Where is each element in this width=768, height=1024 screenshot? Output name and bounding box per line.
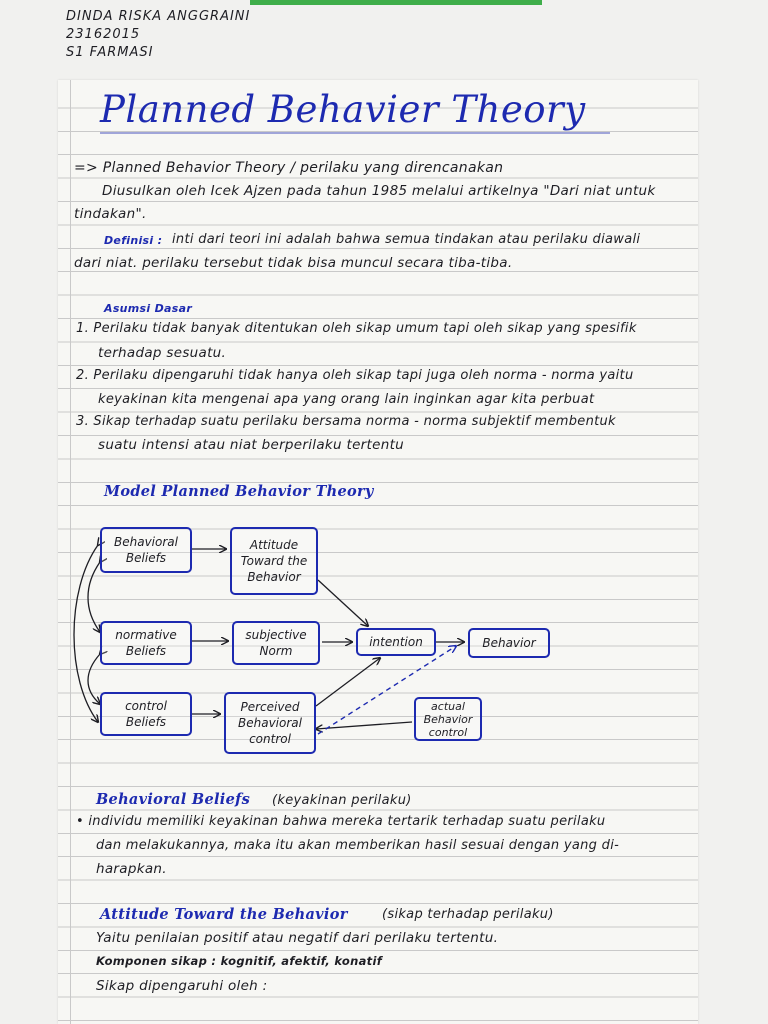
attitude-paren: (sikap terhadap perilaku) [382,907,554,922]
student-name: DINDA RISKA ANGGRAINI [66,9,251,24]
asumsi-line-5: 3. Sikap terhadap suatu perilaku bersama norma - norma subjektif membentuk [76,414,616,429]
box-normative-beliefs: normative Beliefs [100,621,192,665]
model-heading: Model Planned Behavior Theory [104,483,374,500]
arrow-behavioral-normative-bidirectional [88,562,100,632]
box-perceived-behavioral-control: Perceived Behavioral control [224,692,316,754]
intro-line-2: Diusulkan oleh Icek Ajzen pada tahun 1985 melalui artikelnya "Dari niat untuk [102,183,656,199]
asumsi-label: Asumsi Dasar [104,302,193,315]
attitude-line-3: Sikap dipengaruhi oleh : [96,978,268,994]
asumsi-line-4: keyakinan kita mengenai apa yang orang lain inginkan agar kita perbuat [98,392,595,407]
attitude-line-1: Yaitu penilaian positif atau negatif dari perilaku tertentu. [96,930,499,946]
behavioral-beliefs-line-1: • individu memiliki keyakinan bahwa mereka tertarik terhadap suatu perilaku [76,814,606,829]
box-behavior: Behavior [468,628,550,658]
arrow-perceived-to-intention [316,658,380,706]
box-attitude-toward-behavior: Attitude Toward the Behavior [230,527,318,595]
definisi-line-2: dari niat. perilaku tersebut tidak bisa muncul secara tiba-tiba. [74,255,513,271]
box-subjective-norm: subjective Norm [232,621,320,665]
student-nim: 23162015 [66,27,141,42]
arrow-attitude-to-intention [318,580,368,626]
definisi-label: Definisi : [104,234,163,247]
intro-line-3: tindakan". [74,206,147,222]
page-title: Planned Behavier Theory [100,88,586,131]
behavioral-beliefs-line-3: harapkan. [96,861,167,877]
asumsi-line-6: suatu intensi atau niat berperilaku tertentu [98,437,405,453]
behavioral-beliefs-paren: (keyakinan perilaku) [272,793,412,808]
asumsi-line-2: terhadap sesuatu. [98,345,227,361]
box-actual-behavior-control: actual Behavior control [414,697,482,741]
arrow-actual-to-perceived [316,722,412,729]
student-prodi: S1 FARMASI [66,45,154,60]
intro-line-1: => Planned Behavior Theory / perilaku yang direncanakan [74,160,504,176]
title-underline [100,132,610,134]
behavioral-beliefs-line-2: dan melakukannya, maka itu akan memberikan hasil sesuai dengan yang di- [96,838,620,853]
box-behavioral-beliefs: Behavioral Beliefs [100,527,192,573]
attitude-line-2: Komponen sikap : kognitif, afektif, konatif [96,954,383,968]
asumsi-line-3: 2. Perilaku dipengaruhi tidak hanya oleh sikap tapi juga oleh norma - norma yaitu [76,368,634,383]
box-intention: intention [356,628,436,656]
attitude-heading: Attitude Toward the Behavior [100,906,348,923]
arrow-normative-control-bidirectional [88,654,100,704]
asumsi-line-1: 1. Perilaku tidak banyak ditentukan oleh sikap umum tapi oleh sikap yang spesifik [76,321,637,336]
behavioral-beliefs-heading: Behavioral Beliefs [96,791,251,808]
box-control-beliefs: control Beliefs [100,692,192,736]
definisi-line-1: inti dari teori ini adalah bahwa semua tindakan atau perilaku diawali [172,232,641,247]
